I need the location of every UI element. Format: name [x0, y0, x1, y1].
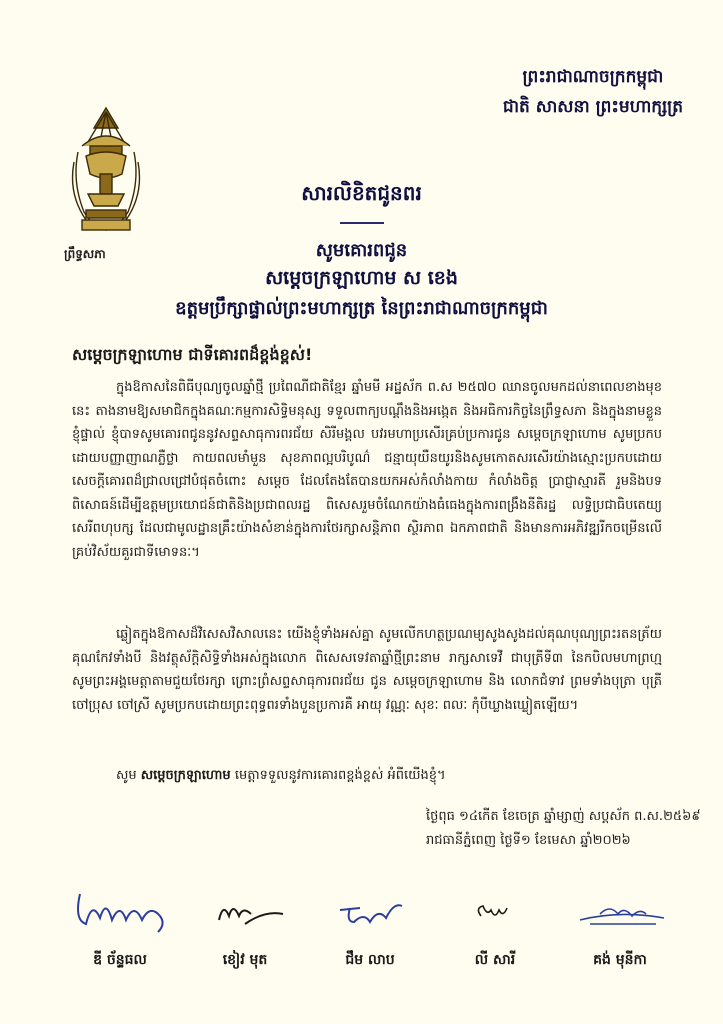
signatory-5: [560, 880, 680, 971]
signatory-name-2: ខៀវ មុត: [222, 952, 268, 968]
signature-4: [435, 880, 555, 940]
signatory-name-3: ជឹម លាប: [345, 952, 395, 968]
signatory-2: [185, 880, 305, 971]
signature-5: [560, 880, 680, 940]
senate-label: ព្រឹទ្ធសភា: [64, 247, 106, 261]
signatory-3: [310, 880, 430, 971]
date-lunar: ថ្ងៃពុធ ១៤កើត ខែចេត្រ ឆ្នាំម្សាញ់ សប្តស័ក ព.ស.២៥៦៩: [426, 809, 701, 824]
signatory-name-5: គង់ មុនីកា: [593, 952, 647, 968]
signature-1: [60, 880, 180, 940]
greeting-recipient-name: សម្តេចក្រឡាហោម ស ខេង: [265, 267, 458, 289]
signatory-name-1: ឌី ច័ន្ទធល: [93, 952, 147, 968]
closing-recipient: សម្តេចក្រឡាហោម: [140, 768, 231, 783]
signature-2: [185, 880, 305, 940]
senate-emblem-icon: [64, 102, 148, 242]
national-motto: [503, 62, 683, 122]
greeting-respectfully-to: សូមគោរពជូន: [315, 240, 408, 261]
signatory-1: [60, 880, 180, 971]
closing-suffix: មេត្តាទទួលនូវការគោរពខ្ពង់ខ្ពស់ អំពីយើងខ្ញុំ។: [234, 768, 446, 783]
signature-3: [310, 880, 430, 940]
title-divider: [340, 222, 384, 224]
motto-kingdom: ព្រះរាជាណាចក្រកម្ពុជា: [522, 67, 664, 87]
closing-line: [116, 767, 446, 786]
signatory-4: [435, 880, 555, 971]
signatures-block: [60, 880, 680, 990]
greeting-recipient-title: ឧត្តមប្រឹក្សាផ្ទាល់ព្រះមហាក្សត្រ នៃព្រះរាជាណាចក្រកម្ពុជា: [175, 298, 548, 319]
body-paragraph-2: ឆ្លៀតក្នុងឱកាសដ៏វិសេសវិសាលនេះ យើងខ្ញុំទាំងអស់គ្នា សូមលើកហត្ថប្រណម្យសូងសូងដល់គុណបុណ្យព្រះរតនត្រ័យគុណកែវទាំងបី និងវត្ថុស័ក្តិសិទ្ធិទាំងអស់ក្នុងលោក ពិសេសទេវតាឆ្នាំថ្មីព្រះនាម រាក្សសាទេវី ជាបុត្រីទី៣ នៃកបិលមហាព្រហ្ម សូមព្រះអង្គមេត្តាតាមជួយថែរក្សា ព្រោះព្រំសព្ទសាធុការពរជ័យ ជូន សម្តេចក្រឡាហោម និង លោកជំទាវ ព្រមទាំងបុត្រា បុត្រី ចៅប្រុស ចៅស្រី សូមប្រកបដោយព្រះពុទ្ធពរទាំងបួនប្រការគឺ អាយុ វណ្ណៈ សុខៈ ពលៈ កុំបីឃ្លាងឃ្លៀតឡើយ។: [72, 627, 662, 713]
motto-nation-religion-king: ជាតិ សាសនា ព្រះមហាក្សត្រ: [502, 97, 683, 117]
closing-prefix: សូម: [116, 768, 137, 783]
salutation: សម្តេចក្រឡាហោម ជាទីគោរពដ៏ខ្ពង់ខ្ពស់!: [72, 345, 313, 364]
signatory-name-4: លី សារី: [474, 952, 516, 968]
letter-title: សារលិខិតជូនពរ: [301, 181, 422, 205]
body-paragraph-1: ក្នុងឱកាសនៃពិធីបុណ្យចូលឆ្នាំថ្មី ប្រពៃណីជាតិខ្មែរ ឆ្នាំមមី អដ្ឋស័ក ព.ស ២៥៧០ ឈានចូលមកដល់នាពេលខាងមុខនេះ តាងនាមឱ្យសមាជិកក្នុងគណៈកម្មការសិទ្ធិមនុស្ស ទទួលពាក្យបណ្ដឹងនិងអង្កេត និងអធិការកិច្ចនៃព្រឹទ្ធសភា និងក្នុងនាមខ្លួនខ្ញុំផ្ទាល់ ខ្ញុំបាទសូមគោរពជូននូវសព្ទសាធុការពរជ័យ សិរីមង្គល បវរមហាប្រសើរគ្រប់ប្រការជូន សម្តេចក្រឡាហោម សូមប្រកបដោយបញ្ញាញាណភ្លឺថ្លា កាយពលមាំមួន សុខភាពល្អបរិបូណ៌ ជន្មាយុយឺនយូរនិងសូមកោតសរសើរយ៉ាងស្មោះប្រកបដោយសេចក្តីគោរពដ៏ជ្រាលជ្រៅបំផុតចំពោះ សម្តេច ដែលតែងតែបានយកអស់កំលាំងកាយ កំលាំងចិត្ត ប្រាជ្ញាស្មារតី រួមនិងបទពិសោធន៍ដើម្បីឧត្តមប្រយោជន៍ជាតិនិងប្រជាពលរដ្ឋ ពិសេសរួមចំណែកយ៉ាងធំធេងក្នុងការពង្រឹងនីតិរដ្ឋ លទ្ធិប្រជាធិបតេយ្យ សេរីពហុបក្ស ដែលជាមូលដ្ឋានគ្រឹះយ៉ាងសំខាន់ក្នុងការថែរក្សាសន្តិភាព ស្ថិរភាព ឯកភាពជាតិ និងមានការអភិវឌ្ឍរីកចម្រើនលើគ្រប់វិស័យគួរជាទីមោទនៈ។: [72, 380, 662, 560]
date-solar: រាជធានីភ្នំពេញ ថ្ងៃទី១ ខែមេសា ឆ្នាំ២០២៦: [426, 833, 631, 848]
